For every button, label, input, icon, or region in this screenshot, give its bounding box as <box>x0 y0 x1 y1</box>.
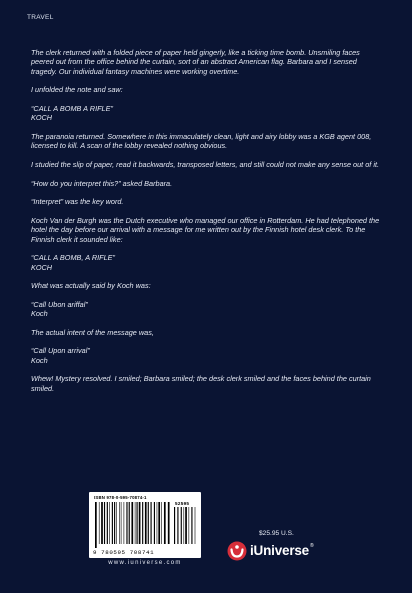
publisher-logo <box>227 541 337 561</box>
paragraph: Whew! Mystery resolved. I smiled; Barbara smiled; the desk clerk smiled and the faces behind the curtain smiled. <box>31 374 371 393</box>
note-signature: Koch <box>31 309 48 319</box>
publisher-name <box>250 543 313 558</box>
barcode-bars-icon <box>95 502 171 548</box>
paragraph: Koch Van der Burgh was the Dutch executive who managed our office in Rotterdam. He had telephoned the hotel the day before our arrival with a message for me written out by the Finnish hotel desk clerk. To the Finnish clerk it sounded like: <box>31 215 380 244</box>
paragraph: I studied the slip of paper, read it backwards, transposed letters, and still could not make any sense out of it. <box>31 160 380 169</box>
barcode-addon-bars-icon <box>174 507 196 548</box>
note-line: “CALL A BOMB, A RIFLE” <box>31 253 115 263</box>
note-signature: KOCH <box>31 262 53 272</box>
note-line: “CALL A BOMB A RIFLE” <box>31 104 113 113</box>
back-cover-excerpt <box>31 48 383 402</box>
note-line: “Call Upon arrival” <box>31 346 90 356</box>
paragraph: “Interpret” was the key word. <box>31 197 124 207</box>
paragraph: The paranoia returned. Somewhere in this immaculately clean, light and airy lobby was a KGB agent 008, licensed to kill. A scan of the lobby revealed nothing obvious. <box>31 132 372 151</box>
barcode-digits: 9 780595 708741 <box>93 549 155 556</box>
iuniverse-logo-icon <box>227 541 247 561</box>
price-label: $25.95 U.S. <box>259 530 294 537</box>
note-signature: Koch <box>31 355 48 365</box>
paragraph: The clerk returned with a folded piece of paper held gingerly, like a ticking time bomb. Unsmiling faces peered out from the office behind the curtain, sort of an abstract American flag. Barbara and I sensed tragedy. Our individual fantasy machines were working overtime. <box>31 48 360 76</box>
paragraph: The actual intent of the message was, <box>31 327 154 337</box>
barcode <box>89 492 201 558</box>
publisher-name-text: iUniverse <box>250 543 309 558</box>
publisher-website: www.iuniverse.com <box>108 560 182 566</box>
isbn-label: ISBN 978-0-595-70874-1 <box>94 495 147 500</box>
paragraph: “How do you interpret this?” asked Barbara. <box>31 178 173 188</box>
trademark-mark: ® <box>309 543 314 549</box>
paragraph: What was actually said by Koch was: <box>31 281 151 291</box>
price-code: 52595 <box>175 501 190 506</box>
paragraph: I unfolded the note and saw: <box>31 85 123 95</box>
note-signature: KOCH <box>31 113 53 123</box>
note-line: “Call Ubon ariffal” <box>31 299 88 309</box>
category-label: TRAVEL <box>27 14 54 21</box>
